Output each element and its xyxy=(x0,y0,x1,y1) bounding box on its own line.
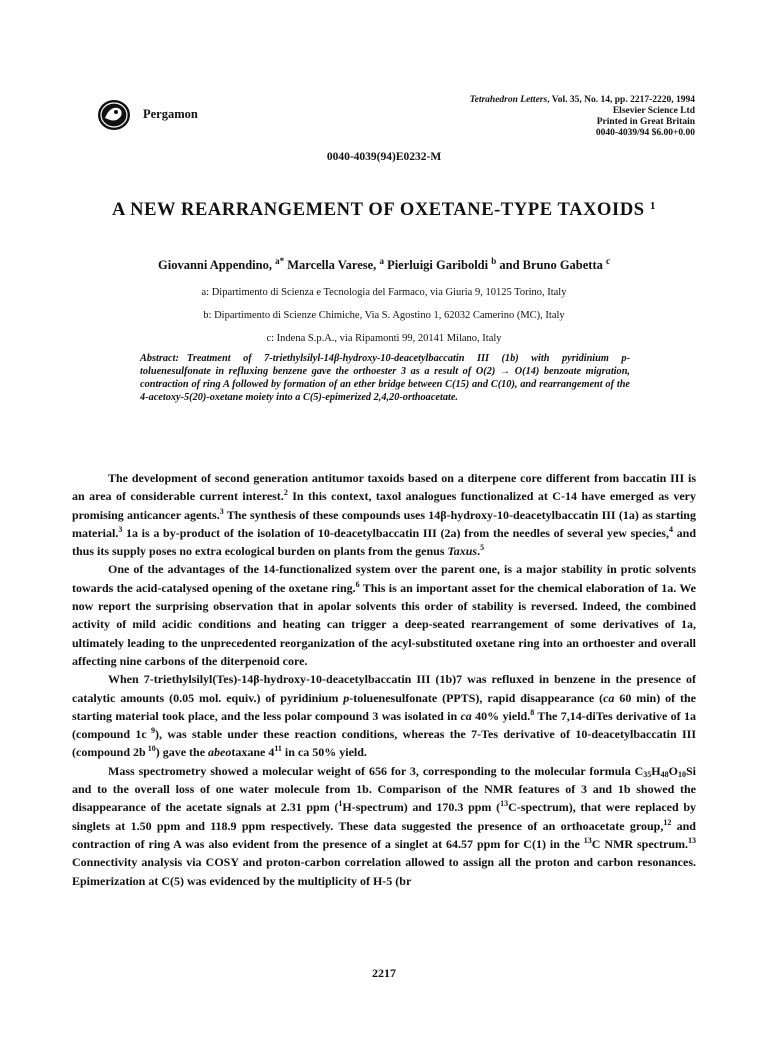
journal-price-line: 0040-4039/94 $6.00+0.00 xyxy=(595,128,695,138)
compound-ref: 1b xyxy=(617,782,631,797)
text-run: ) as starting material. xyxy=(72,507,696,540)
text-run: O xyxy=(668,763,678,778)
text-run: H xyxy=(651,763,661,778)
text-run: taxane xyxy=(231,745,269,760)
abstract-text: Treatment of 7-triethylsilyl-14β-hydroxy-10-deacetylbaccatin III (1b) with pyridinium p-toluenesulfonate in refluxing benzene gave the orthoester 3 as a result of O(2) → O(14) benzoate migration, contraction of ring A followed by formation of an ether bridge between C(15) and C(10), and rearrangement of the 4-acetoxy-5(20)-oxetane moiety into a C(5)-epimerized 2,4,20-orthoacetate. xyxy=(140,353,630,403)
compound-ref: 4 xyxy=(268,745,275,760)
compound-ref: 3 xyxy=(372,708,379,723)
paragraph-4 xyxy=(72,762,696,890)
citation: 3 xyxy=(219,506,224,516)
italic-prefix: abeo xyxy=(208,745,232,760)
citation: 3 xyxy=(118,524,123,534)
pergamon-logo-icon xyxy=(96,98,136,132)
citation: 5 xyxy=(480,543,485,553)
abstract xyxy=(140,352,630,404)
compound-ref: 3 xyxy=(409,763,416,778)
author-mark: c xyxy=(606,256,610,266)
author-line xyxy=(0,256,768,273)
author-name: Pierluigi Gariboldi xyxy=(387,258,489,272)
text-run: was refluxed in benzene in the presence of catalytic amounts (0.05 mol. equiv.) of pyridinium xyxy=(72,672,696,705)
citation: )7 xyxy=(452,672,463,687)
text-run: ), was stable under these reaction conditions, whereas the 7-Tes derivative of 10-deacetylbaccatin III (compound xyxy=(72,727,696,760)
paragraph-1: The development of second generation antitumor taxoids based on a diterpene core different from baccatin III is an area of considerable current interest.$^2$ In this context, taxol analogues functionalized at C-14 have emerged as very promising anticancer agents.$^3$ The synthesis of these compounds uses 14β-hydroxy-10-deacetylbaccatin III (1a) as starting material.$^3$ 1a is a by-product of the isolation of 10-deacetylbaccatin III (2a) from the needles of several yew species,$^4$ and thus its supply poses no extra ecological burden on plants from the genus Taxus.$^5$ xyxy=(72,471,696,559)
text-run: C NMR spectrum. xyxy=(591,836,688,851)
text-run: (compound xyxy=(72,727,136,742)
affiliation-c: c: Indena S.p.A., via Ripamonti 99, 20141 Milano, Italy xyxy=(266,333,502,344)
journal-volume: , Vol. 35, No. 14, pp. 2217-2220, 1994 xyxy=(547,95,695,105)
italic-prefix: p xyxy=(343,690,350,705)
paragraph-2 xyxy=(72,560,696,670)
text-run: and xyxy=(587,782,618,797)
citation: 2 xyxy=(283,488,288,498)
text-run: Connectivity analysis via COSY and proton-carbon correlation allowed to assign all the proton and carbon resonances. Epimerization at C(5) was evidenced by the multiplicity of H-5 (br xyxy=(72,855,696,888)
compound-ref: 1a xyxy=(622,507,635,522)
text-run: 40% yield. xyxy=(471,708,531,723)
superscript: 13 xyxy=(583,835,592,845)
title-footnote-mark: 1 xyxy=(649,200,657,212)
text-run: , ultimately leading to the unprecedented reorganization of the acyl-substituted oxetane ring into an orthoester and overall affecting nine carbons of the diterpenoid core. xyxy=(72,617,696,668)
text-run: In this context, taxol analogues functionalized at C-14 have emerged as very promising anticancer agents. xyxy=(72,489,696,522)
text-run: C-spectrum), that were replaced by singlets at 1.50 ppm and 118.9 ppm respectively. These data suggested the presence of an orthoacetate group, xyxy=(72,800,696,833)
text-run: . Comparison of the NMR features of xyxy=(368,782,582,797)
compound-ref: 3 xyxy=(581,782,588,797)
text-run: -toluenesulfonate (PPTS), rapid disappearance ( xyxy=(349,690,604,705)
journal-publisher-line: Elsevier Science Ltd xyxy=(612,106,695,116)
text-run: 60 min) of the starting material took place, and the less polar compound xyxy=(72,690,696,723)
body-text xyxy=(72,469,696,890)
compound-ref: 1b xyxy=(356,782,369,797)
author-name: Giovanni Appendino, xyxy=(158,258,272,272)
text-run: The synthesis of these compounds uses 14β-hydroxy-10-deacetylbaccatin III ( xyxy=(223,507,623,522)
text-run: and contraction of ring A was also evident from the presence of a singlet at 64.57 ppm for C(1) in the xyxy=(72,818,696,851)
author-mark: a* xyxy=(275,256,285,266)
title-text: A NEW REARRANGEMENT OF OXETANE-TYPE TAXOIDS xyxy=(111,200,645,220)
author-mark: b xyxy=(491,256,497,266)
subscript: 48 xyxy=(660,769,669,779)
author-mark: a xyxy=(379,256,384,266)
compound-ref: 2b xyxy=(133,745,146,760)
italic-abbrev: ca xyxy=(603,690,615,705)
compound-ref: 2a xyxy=(444,525,457,540)
text-run: and thus its supply poses no extra ecological burden on plants from the genus xyxy=(72,525,696,559)
genus-name: Taxus xyxy=(447,544,478,559)
journal-printed-line: Printed in Great Britain xyxy=(596,117,695,127)
text-run: in ca 50% yield. xyxy=(281,745,367,760)
superscript: 13 xyxy=(500,799,509,809)
affiliation-a: a: Dipartimento di Scienza e Tecnologia del Farmaco, via Giuria 9, 10125 Torino, Italy xyxy=(201,287,567,298)
text-run: The development of second generation antitumor taxoids based on a diterpene core different from baccatin III is an area of considerable current interest. xyxy=(72,471,696,504)
journal-info xyxy=(470,95,695,139)
publisher-name: Pergamon xyxy=(143,107,198,121)
text-run: is a by-product of the isolation of 10-deacetylbaccatin III ( xyxy=(138,525,445,540)
compound-ref: 1a xyxy=(661,580,674,595)
journal-name: Tetrahedron Letters xyxy=(469,95,548,105)
article-title xyxy=(0,200,768,221)
superscript: 1 xyxy=(338,799,343,809)
citation: 12 xyxy=(663,817,672,827)
compound-ref: 1b xyxy=(439,672,453,687)
affiliation-b: b: Dipartimento di Scienze Chimiche, Via S. Agostino 1, 62032 Camerino (MC), Italy xyxy=(203,310,565,321)
text-run: was isolated in xyxy=(378,708,461,723)
page-number: 2217 xyxy=(372,966,396,980)
subscript: 10 xyxy=(677,769,686,779)
text-run: ) from the needles of several yew species, xyxy=(456,525,669,540)
text-run: This is an important asset for the chemical elaboration of xyxy=(359,580,662,595)
author-name: Marcella Varese, xyxy=(287,258,377,272)
citation: 9 xyxy=(146,726,156,736)
compound-ref: 1c xyxy=(135,727,147,742)
citation: 6 xyxy=(355,579,360,589)
text-run: When 7-triethylsilyl(Tes)-14β-hydroxy-10-deacetylbaccatin III ( xyxy=(108,672,440,687)
citation: 11 xyxy=(274,744,282,754)
text-run: showed the disappearance of the acetate signals at 2.31 ppm ( xyxy=(72,782,696,815)
citation: 8 xyxy=(530,707,535,717)
article-code: 0040-4039(94)E0232-M xyxy=(326,151,442,163)
text-run: Mass spectrometry showed a molecular weight of 656 for xyxy=(108,763,410,778)
text-run: . We now report the surprising observation that in apolar solvents this order of stability is reversed. Indeed, the combined activity of mild acidic conditions and heating can trigger a deep-seated rearrangement of some derivatives of xyxy=(72,580,696,632)
compound-ref: 1a xyxy=(122,525,138,540)
paragraph-3 xyxy=(72,670,696,761)
text-run: H-spectrum) and 170.3 ppm ( xyxy=(342,800,501,815)
citation: 4 xyxy=(668,524,673,534)
text-run: , corresponding to the molecular formula C xyxy=(415,763,644,778)
compound-ref: 1a xyxy=(684,708,696,723)
citation: 10 xyxy=(145,744,156,754)
citation: 13 xyxy=(688,835,696,845)
compound-ref: 1a xyxy=(681,617,693,632)
text-run: The 7,14-diTes derivative of xyxy=(534,708,684,723)
text-run: One of the advantages of the 14-functionalized system over the parent one, is a major stability in protic solvents towards the acid-catalysed opening of the oxetane ring. xyxy=(72,562,696,595)
author-name: and Bruno Gabetta xyxy=(499,258,603,272)
subscript: 35 xyxy=(643,769,652,779)
text-run: ) gave the xyxy=(155,745,209,760)
italic-abbrev: ca xyxy=(460,708,472,723)
text-run: Si and to the overall loss of one water molecule from xyxy=(72,763,696,797)
abstract-label: Abstract: xyxy=(140,353,179,364)
